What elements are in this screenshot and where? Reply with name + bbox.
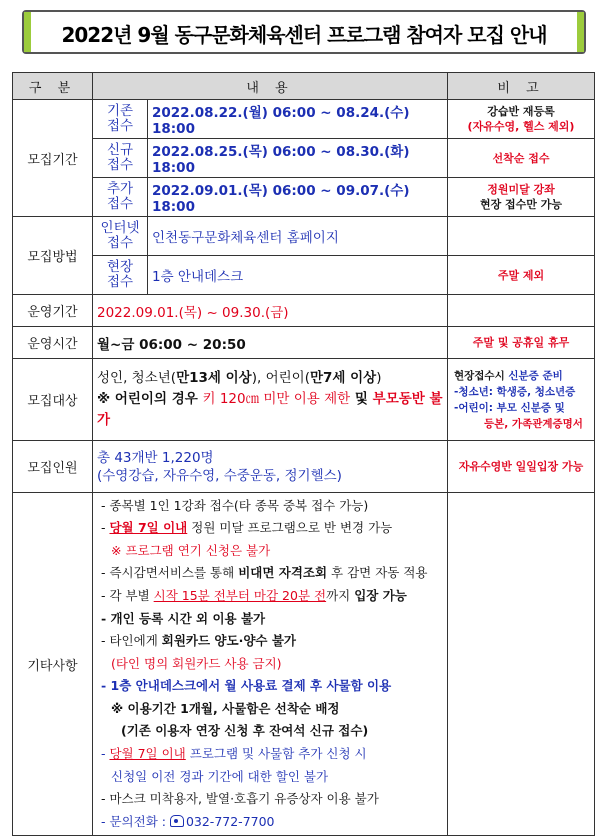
text: - 각 부별 [101, 587, 154, 603]
text: 당월 7일 이내 [109, 520, 188, 536]
table-row [13, 327, 595, 359]
method-onsite: 1층 안내데스크 [148, 256, 448, 295]
operation-period-value: 2022.09.01.(목) ~ 09.30.(금) [93, 295, 448, 327]
misc-line [97, 811, 443, 834]
table-row [13, 139, 595, 178]
note-line: 정원미달 강좌 [487, 183, 555, 196]
note-new: 선착순 접수 [448, 139, 595, 178]
text: 만7세 이상 [309, 370, 377, 386]
table-row [13, 493, 595, 836]
text: 후 감면 자동 적용 [327, 565, 428, 581]
misc-line: ※ 프로그램 연기 신청은 불가 [111, 542, 271, 558]
note-empty [448, 493, 595, 836]
note-target [448, 359, 595, 441]
misc-content [93, 493, 448, 836]
note-line: -어린이: 부모 신분증 및 [454, 401, 565, 414]
text: 까지 [326, 587, 355, 603]
text: 회원카드 양도·양수 불가 [161, 633, 296, 649]
table-row [13, 256, 595, 295]
text: 프로그램 및 사물함 추가 신청 시 [185, 746, 367, 762]
text: ) [376, 370, 382, 386]
text: 입장 가능 [354, 587, 407, 603]
misc-line [97, 517, 443, 540]
target-content [93, 359, 448, 441]
header-note: 비 고 [448, 73, 595, 100]
category-target: 모집대상 [13, 359, 93, 441]
note-line: 강습반 재등록 [487, 105, 555, 118]
page-title: 2022년 9월 동구문화체육센터 프로그램 참여자 모집 안내 [61, 23, 547, 47]
table-row [13, 178, 595, 217]
text: 만13세 이상 [176, 370, 252, 386]
category-recruit-method: 모집방법 [13, 217, 93, 295]
table-row [13, 295, 595, 327]
text: 현장접수시 [454, 369, 509, 382]
method-internet: 인천동구문화체육센터 홈페이지 [148, 217, 448, 256]
note-line: 현장 접수만 가능 [479, 198, 563, 211]
title-banner [22, 10, 586, 54]
misc-line: - 종목별 1인 1강좌 접수(타 종목 중복 접수 가능) [101, 497, 369, 513]
period-existing: 2022.08.22.(월) 06:00 ~ 08.24.(수) 18:00 [148, 100, 448, 139]
text: - [101, 520, 110, 536]
misc-line: (기존 이용자 연장 신청 후 잔여석 신규 접수) [121, 723, 369, 739]
text: - 즉시감면서비스를 통해 [101, 565, 239, 581]
text: - 타인에게 [101, 633, 162, 649]
text: 및 [350, 391, 373, 407]
category-misc: 기타사항 [13, 493, 93, 836]
note-line: (자유수영, 헬스 제외) [467, 120, 575, 133]
misc-line: (타인 명의 회원카드 사용 금지) [111, 655, 282, 671]
text: 시작 15분 전부터 마감 20분 전 [153, 587, 327, 603]
note-line [454, 368, 590, 384]
sub-existing: 기존 접수 [93, 100, 148, 139]
misc-line: ※ 이용기간 1개월, 사물함은 선착순 배정 [111, 700, 340, 716]
note-additional [448, 178, 595, 217]
table-row [13, 217, 595, 256]
table-row [13, 441, 595, 493]
misc-line [97, 630, 443, 653]
text: 정원 미달 프로그램으로 반 변경 가능 [187, 520, 393, 536]
period-new: 2022.08.25.(목) 06:00 ~ 08.30.(화) 18:00 [148, 139, 448, 178]
category-recruit-period: 모집기간 [13, 100, 93, 217]
misc-line [97, 743, 443, 766]
target-line-2 [97, 389, 443, 431]
misc-line [97, 585, 443, 608]
text: 당월 7일 이내 [109, 746, 186, 762]
table-row [13, 359, 595, 441]
sub-new: 신규 접수 [93, 139, 148, 178]
note-onsite: 주말 제외 [448, 256, 595, 295]
text: ), 어린이( [251, 370, 310, 386]
text: 성인, 청소년( [97, 370, 177, 386]
header-category: 구 분 [13, 73, 93, 100]
note-line: 등본, 가족관계증명서 [484, 417, 583, 430]
note-headcount: 자유수영반 일일입장 가능 [448, 441, 595, 493]
misc-line: - 마스크 미착용자, 발열·호흡기 유증상자 이용 불가 [101, 791, 379, 807]
misc-line: - 1층 안내데스크에서 월 사용료 결제 후 사물함 이용 [101, 678, 392, 694]
misc-line [97, 562, 443, 585]
header-row [13, 73, 595, 100]
category-operation-hours: 운영시간 [13, 327, 93, 359]
text: 키 120㎝ 미만 이용 제한 [202, 391, 351, 407]
headcount-line-2: (수영강습, 자유수영, 수중운동, 정기헬스) [97, 467, 342, 484]
period-additional: 2022.09.01.(목) 06:00 ~ 09.07.(수) 18:00 [148, 178, 448, 217]
note-line: -청소년: 학생증, 청소년증 [454, 385, 576, 398]
sub-internet: 인터넷 접수 [93, 217, 148, 256]
note-empty [448, 295, 595, 327]
note-internet [448, 217, 595, 256]
note-hours: 주말 및 공휴일 휴무 [448, 327, 595, 359]
text: 비대면 자격조회 [238, 565, 328, 581]
sub-onsite: 현장 접수 [93, 256, 148, 295]
sub-additional: 추가 접수 [93, 178, 148, 217]
text: - 문의전화 : [101, 813, 170, 829]
category-headcount: 모집인원 [13, 441, 93, 493]
misc-line: - 개인 등록 시간 외 이용 불가 [101, 610, 266, 626]
text: - [101, 746, 110, 762]
operation-hours-value: 월~금 06:00 ~ 20:50 [93, 327, 448, 359]
text: ※ 어린이의 경우 [97, 391, 203, 407]
target-line-1 [97, 368, 443, 389]
text: 부모동반 불가 [97, 391, 443, 428]
headcount-content [93, 441, 448, 493]
note-existing [448, 100, 595, 139]
category-operation-period: 운영기간 [13, 295, 93, 327]
header-content: 내 용 [93, 73, 448, 100]
text: 신분증 준비 [508, 369, 563, 382]
headcount-line-1: 총 43개반 1,220명 [97, 449, 214, 466]
phone-icon [170, 815, 184, 827]
table-row [13, 100, 595, 139]
phone-number: 032-772-7700 [185, 813, 275, 829]
info-table [12, 72, 595, 836]
misc-line: 신청일 이전 경과 기간에 대한 할인 불가 [111, 768, 329, 784]
